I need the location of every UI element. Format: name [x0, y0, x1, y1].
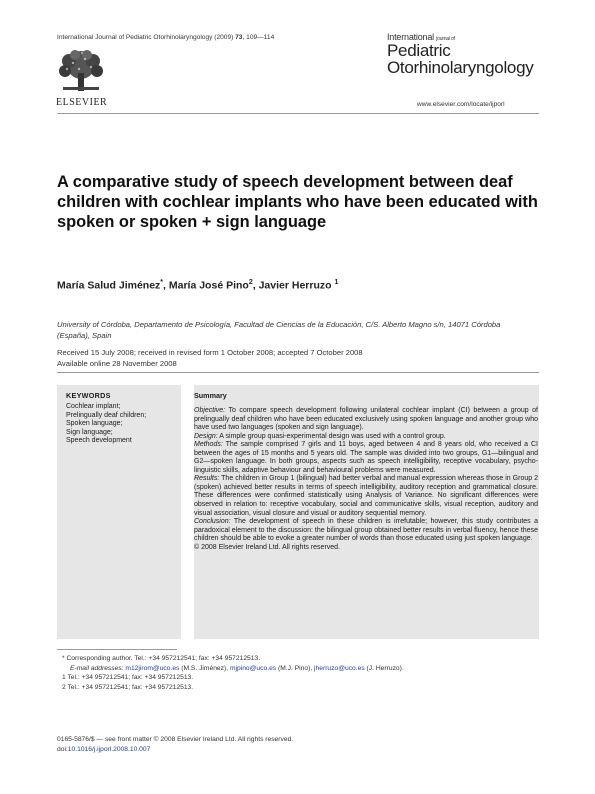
- email-link[interactable]: jherruzo@uco.es: [314, 664, 365, 672]
- summary-heading: Summary: [194, 391, 227, 400]
- publisher-name: ELSEVIER: [56, 97, 108, 108]
- author-name: Javier Herruzo: [258, 279, 332, 292]
- author-list: María Salud Jiménez*, María José Pino$^2$, Javier Herruzo $^1$: [57, 279, 339, 292]
- footnote-emails: E-mail addresses: m12jirom@uco.es (M.S. Jiménez), mjpino@uco.es (M.J. Pino), jherruzo@uco.es (J. Herruzo).: [70, 664, 404, 672]
- issn-line: 0165-5876/$ — see front matter © 2008 Elsevier Ireland Ltd. All rights reserved.: [57, 736, 294, 743]
- summary-objective: Objective: To compare speech development following unilateral cochlear implant (CI) between a group of prelingually deaf children who have been educated exclusively using spoken language and another group who have used two languages (spoken and sign language).: [194, 407, 538, 432]
- article-history: [57, 348, 537, 369]
- summary-results: Results: The children in Group 1 (bilingual) had better verbal and manual expression whereas those in Group 2 (spoken) achieved better results in terms of speech intelligibility, auditory reception and grammatical closure. These differences were confirmed statistically using Analysis of Variance. No significant differences were observed in relation to: receptive vocabulary, social and communicative skills, visual reception, auditory and visual association, visual closure and visual or auditory sequential memory.: [194, 475, 538, 517]
- affiliation: University of Córdoba, Departamento de Psicología, Facultad de Ciencias de la Educación, C/S. Alberto Magno s/n, 14071 Córdoba (España), Spain: [57, 320, 501, 340]
- author-footnote-mark[interactable]: 2: [248, 279, 253, 286]
- footnote-1: 1 Tel.: +34 957212541; fax: +34 957212513.: [62, 674, 194, 681]
- author-name: María Salud Jiménez: [57, 279, 161, 292]
- brand-line-3: Otorhinolaryngology: [387, 58, 534, 77]
- email-link[interactable]: m12jirom@uco.es: [125, 664, 180, 672]
- author-name: María José Pino: [168, 279, 249, 292]
- footnote-corresponding: * Corresponding author. Tel.: +34 957212541; fax: +34 957212513.: [62, 655, 261, 662]
- journal-website-link[interactable]: www.elsevier.com/locate/ijporl: [417, 101, 505, 108]
- article-title: A comparative study of speech development between deaf children with cochlear implants who have been educated with spoken or spoken + sign language: [57, 173, 538, 231]
- journal-reference: [57, 34, 274, 41]
- journal-brand: [387, 33, 533, 76]
- header-rule: [57, 113, 539, 114]
- doi-line: doi:10.1016/j.ijporl.2008.10.007: [57, 746, 151, 753]
- summary-design: Design: A simple group quasi-experimental design was used with a control group.: [194, 432, 446, 440]
- keyword-item: Cochlear implant;: [66, 403, 121, 410]
- author-footnote-mark[interactable]: *: [160, 279, 164, 286]
- brand-line-1: International journal of: [387, 32, 455, 42]
- summary-panel: [194, 385, 539, 639]
- summary-body: [194, 407, 538, 552]
- front-matter: [57, 735, 537, 755]
- keywords-panel: [57, 385, 181, 639]
- keyword-item: Speech development: [66, 437, 132, 445]
- doi-link[interactable]: 10.1016/j.ijporl.2008.10.007: [67, 746, 151, 753]
- brand-line-2: Pediatric: [387, 41, 451, 60]
- summary-methods: Methods: The sample comprised 7 girls and 11 boys, aged between 4 and 8 years old, who received a CI between the ages of 15 months and 5 years old. The sample was divided into two groups, G1—bilingual and G2—spoken language. In both groups, aspects such as speech intelligibility, receptive vocabulary, psycho-linguistic skills, adaptive behaviour and behavioural problems were measured.: [194, 441, 538, 474]
- footnote-rule: [57, 649, 177, 650]
- keyword-item: Spoken language;: [66, 420, 123, 428]
- keyword-item: Prelingually deaf children;: [66, 411, 147, 419]
- journal-ref-text: International Journal of Pediatric Otorhinolaryngology (2009): [57, 34, 236, 41]
- footnote-2: 2 Tel.: +34 957212541; fax: +34 957212513.: [62, 683, 194, 691]
- summary-conclusion: Conclusion: The development of speech in these children is irrefutable; however, this study contributes a paradoxical element to the discussion: the bilingual group obtained better results in verbal fluency, hence these children should be able to evoke a greater number of words than those educated using just spoken language.: [194, 518, 538, 543]
- summary-copyright: © 2008 Elsevier Ireland Ltd. All rights reserved.: [194, 543, 341, 551]
- footnotes: [62, 654, 542, 692]
- received-dates: Received 15 July 2008; received in revised form 1 October 2008; accepted 7 October 2008: [57, 348, 363, 357]
- history-rule: [57, 372, 539, 373]
- author-footnote-mark[interactable]: 1: [334, 279, 339, 286]
- email-link[interactable]: mjpino@uco.es: [229, 664, 277, 672]
- journal-pages: , 109—114: [242, 34, 275, 41]
- available-online: Available online 28 November 2008: [57, 358, 177, 368]
- keywords-list: [66, 403, 178, 446]
- journal-volume: 73: [235, 34, 243, 41]
- keyword-item: Sign language;: [66, 428, 113, 436]
- keywords-heading: KEYWORDS: [66, 391, 111, 400]
